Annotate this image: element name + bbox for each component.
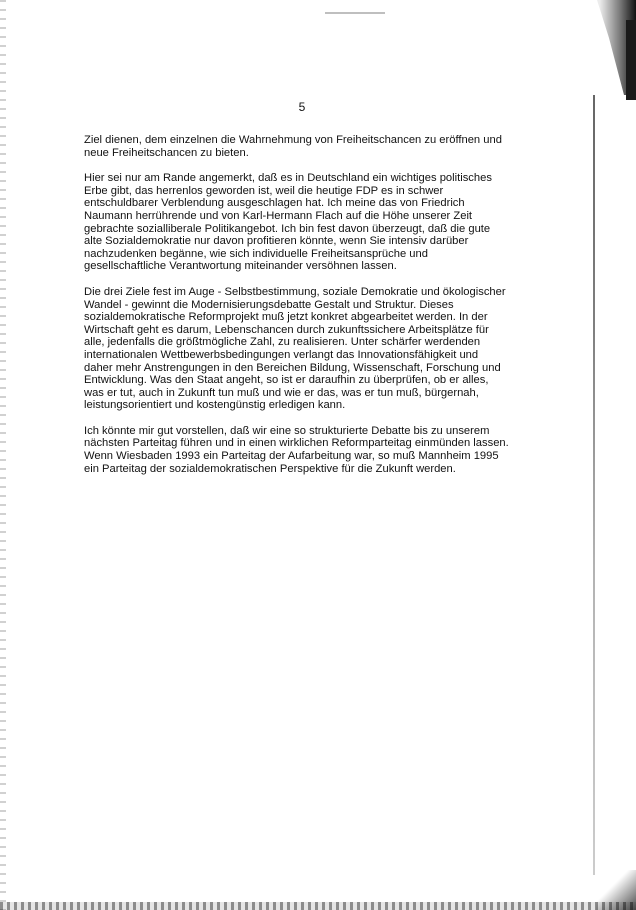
text-line: ein Parteitag der sozialdemokratischen Perspektive für die Zukunft werden. xyxy=(84,462,456,475)
paragraph xyxy=(84,134,524,159)
text-line: Erbe gibt, das herrenlos geworden ist, weil die heutige FDP es in schwer xyxy=(84,184,444,197)
scan-bottom-edge xyxy=(0,902,636,910)
text-line: alle, jedenfalls die größtmögliche Zahl, zu realisieren. Unter schärfer werdenden xyxy=(84,336,481,349)
paragraph xyxy=(84,286,524,412)
text-line: entschuldbarer Verblendung ausgeschlagen hat. Ich meine das von Friedrich xyxy=(84,197,465,210)
text-line: Ziel dienen, dem einzelnen die Wahrnehmung von Freiheitschancen zu eröffnen und xyxy=(84,134,502,146)
text-line: was er tut, auch in Zukunft tun muß und wie er das, was er tun muß, bürgernah, xyxy=(84,386,479,399)
text-line: leistungsorientiert und kostengünstig erledigen kann. xyxy=(84,399,346,412)
text-line: Wandel - gewinnt die Modernisierungsdebatte Gestalt und Struktur. Dieses xyxy=(84,298,454,311)
scan-bottom-corner-shadow xyxy=(596,870,636,910)
page-number: 5 xyxy=(298,100,306,114)
text-line: gesellschaftliche Verantwortung miteinander versöhnen lassen. xyxy=(84,260,397,273)
scan-edge-artifact xyxy=(0,0,6,910)
body-text xyxy=(84,134,524,488)
text-line: sozialdemokratische Reformprojekt muß jetzt konkret abgearbeitet werden. In der xyxy=(84,311,488,324)
paragraph xyxy=(84,425,524,475)
text-line: nächsten Parteitag führen und in einen wirklichen Reformparteitag einmünden lassen. xyxy=(84,437,509,450)
text-line: internationalen Wettbewerbsbedingungen verlangt das Innovationsfähigkeit und xyxy=(84,348,479,361)
text-line: Entwicklung. Was den Staat angeht, so ist er daraufhin zu überprüfen, ob er alles, xyxy=(84,374,489,387)
text-line: nachzudenken begänne, wie sich individuelle Freiheitsansprüche und xyxy=(84,247,428,260)
text-line: Ich könnte mir gut vorstellen, daß wir eine so strukturierte Debatte bis zu unserem xyxy=(84,424,490,437)
text-line: neue Freiheitschancen zu bieten. xyxy=(84,146,249,159)
scan-right-margin-line xyxy=(593,95,595,875)
text-line: gebrachte sozialliberale Politikangebot. Ich bin fest davon überzeugt, daß die gute xyxy=(84,222,491,235)
text-line: Hier sei nur am Rande angemerkt, daß es in Deutschland ein wichtiges politisches xyxy=(84,172,492,185)
text-line: Naumann herrührende und von Karl-Hermann Flach auf die Höhe unserer Zeit xyxy=(84,209,473,222)
text-line: Wirtschaft geht es darum, Lebenschancen durch zukunftssichere Arbeitsplätze für xyxy=(84,323,489,336)
paragraph xyxy=(84,172,524,273)
scan-mark-artifact xyxy=(325,12,385,14)
text-line: Die drei Ziele fest im Auge - Selbstbestimmung, soziale Demokratie und ökologischer xyxy=(84,285,506,298)
scan-corner-bar xyxy=(626,20,636,100)
text-line: daher mehr Anstrengungen in den Bereichen Bildung, Wissenschaft, Forschung und xyxy=(84,361,501,374)
text-line: alte Sozialdemokratie nur davon profitieren könnte, wenn Sie intensiv darüber xyxy=(84,235,469,248)
text-line: Wenn Wiesbaden 1993 ein Parteitag der Aufarbeitung war, so muß Mannheim 1995 xyxy=(84,450,499,463)
